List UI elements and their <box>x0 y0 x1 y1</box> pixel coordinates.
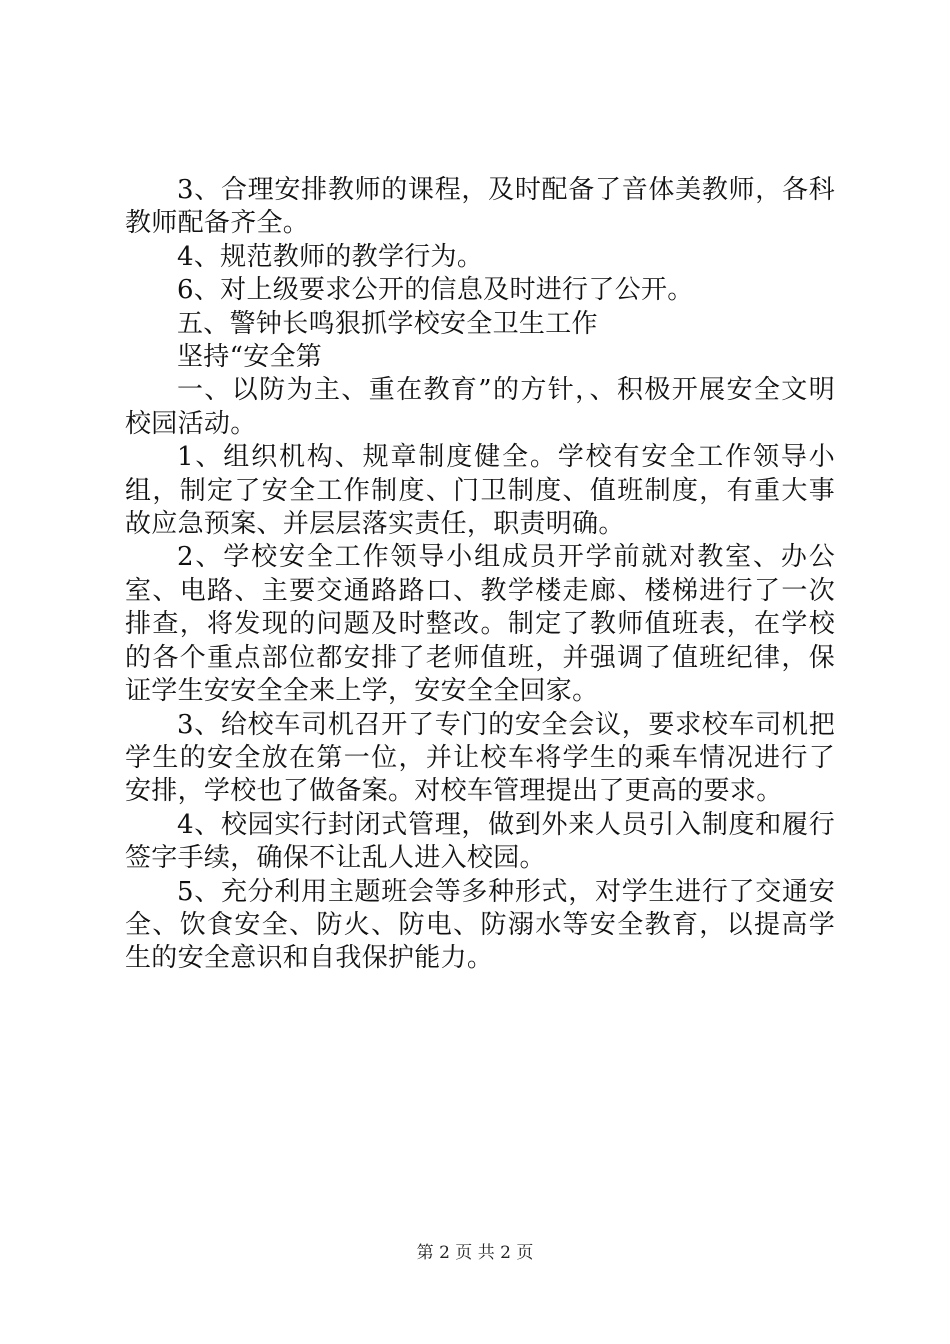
paragraph-organization: 1、组织机构、规章制度健全。学校有安全工作领导小组，制定了安全工作制度、门卫制度、值班制度，有重大事故应急预案、并层层落实责任，职责明确。 <box>125 442 835 540</box>
paragraph-prevention-policy: 一、以防为主、重在教育”的方针，、积极开展安全文明校园活动。 <box>125 375 835 439</box>
document-body <box>125 174 835 976</box>
paragraph-teacher-courses: 3、合理安排教师的课程，及时配备了音体美教师，各科教师配备齐全。 <box>125 175 835 239</box>
paragraph-teaching-conduct: 4、规范教师的教学行为。 <box>177 241 484 272</box>
paragraph-inspection-duty: 2、学校安全工作领导小组成员开学前就对教室、办公室、电路、主要交通路路口、教学楼走廊、楼梯进行了一次排查，将发现的问题及时整改。制定了教师值班表，在学校的各个重点部位都安排了老师值班，并强调了值班纪律，保证学生安安全全来上学，安安全全回家。 <box>125 542 835 707</box>
paragraph-information-disclosure: 6、对上级要求公开的信息及时进行了公开。 <box>177 275 694 306</box>
section-heading-safety: 五、警钟长鸣狠抓学校安全卫生工作 <box>177 308 598 339</box>
page-footer: 第 2 页 共 2 页 <box>416 1243 534 1263</box>
paragraph-safety-education: 5、充分利用主题班会等多种形式，对学生进行了交通安全、饮食安全、防火、防电、防溺水等安全教育，以提高学生的安全意识和自我保护能力。 <box>125 876 835 974</box>
paragraph-school-bus: 3、给校车司机召开了专门的安全会议，要求校车司机把学生的安全放在第一位，并让校车将学生的乘车情况进行了安排，学校也了做备案。对校车管理提出了更高的要求。 <box>125 709 835 807</box>
paragraph-closed-management: 4、校园实行封闭式管理，做到外来人员引入制度和履行签字手续，确保不让乱人进入校园。 <box>125 809 835 874</box>
paragraph-safety-first: 坚持“安全第 <box>177 342 323 373</box>
